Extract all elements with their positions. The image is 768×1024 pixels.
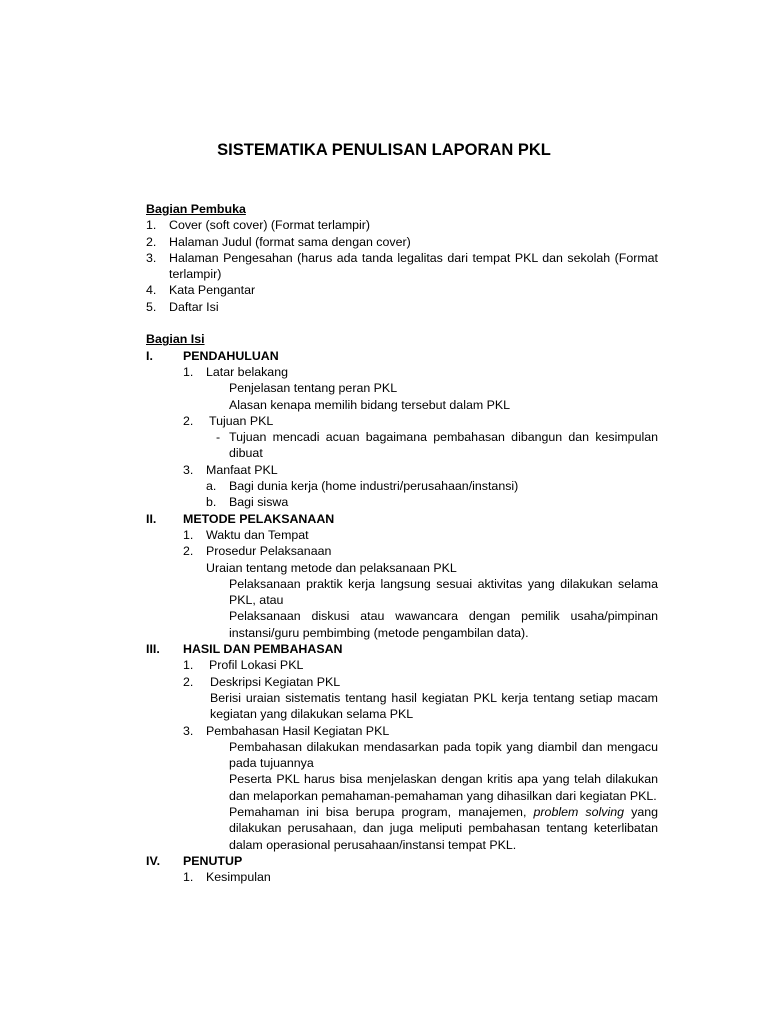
dash-item xyxy=(146,429,658,462)
paragraph-text: Pemahaman ini bisa berupa program, manajemen, xyxy=(229,804,534,819)
paragraph: Peserta PKL harus bisa menjelaskan dengan kritis apa yang telah dilakukan dan melaporkan pemahaman-pemahaman yang dihasilkan dari kegiatan PKL. xyxy=(229,772,658,803)
list-text: Pembahasan Hasil Kegiatan PKL xyxy=(206,723,390,738)
list-text: Waktu dan Tempat xyxy=(206,527,309,542)
list-number: 3. xyxy=(183,723,194,738)
roman-numeral: II. xyxy=(146,511,157,526)
section-heading-pembuka: Bagian Pembuka xyxy=(146,202,246,216)
chapter-title: PENUTUP xyxy=(183,853,243,868)
list-item xyxy=(146,657,658,673)
list-number: 3. xyxy=(183,462,194,477)
list-item xyxy=(146,234,658,250)
list-item xyxy=(146,723,658,739)
list-text: Kata Pengantar xyxy=(169,283,256,298)
list-text: Profil Lokasi PKL xyxy=(209,658,304,673)
chapter-heading-metode xyxy=(146,511,658,527)
list-text: Halaman Judul (format sama dengan cover) xyxy=(169,234,411,249)
list-item xyxy=(146,462,658,478)
paragraph: Berisi uraian sistematis tentang hasil kegiatan PKL kerja tentang setiap macam kegiatan yang dilakukan selama PKL xyxy=(210,690,658,722)
list-item xyxy=(146,217,658,233)
chapter-title: HASIL DAN PEMBAHASAN xyxy=(183,642,343,657)
list-number: 2. xyxy=(146,234,157,249)
paragraph-emphasis: problem solving xyxy=(533,804,624,819)
paragraph-text: yang dilakukan perusahaan, dan juga meliputi pembahasan tentang keterlibatan dalam operasional perusahaan/instansi tempat PKL. xyxy=(229,804,659,852)
roman-numeral: I. xyxy=(146,348,153,363)
list-item xyxy=(146,299,658,315)
paragraph: Tujuan mencadi acuan bagaimana pembahasan dibangun dan kesimpulan dibuat xyxy=(229,430,658,461)
list-item xyxy=(146,674,658,690)
list-item xyxy=(146,478,658,494)
paragraph xyxy=(229,804,658,853)
list-number: 1. xyxy=(183,658,194,673)
list-item xyxy=(146,364,658,380)
list-number: 5. xyxy=(146,299,157,314)
list-number: 4. xyxy=(146,283,157,298)
paragraph: Pelaksanaan diskusi atau wawancara dengan pemilik usaha/pimpinan instansi/guru pembimbing (metode pengambilan data). xyxy=(229,609,658,640)
list-number: 1. xyxy=(183,364,194,379)
chapter-title: METODE PELAKSANAAN xyxy=(183,511,335,526)
list-text: Latar belakang xyxy=(206,364,288,379)
dash-bullet: - xyxy=(216,430,221,445)
list-item xyxy=(146,494,658,510)
roman-numeral: III. xyxy=(146,642,160,657)
list-text: Prosedur Pelaksanaan xyxy=(206,544,332,559)
paragraph: Pelaksanaan praktik kerja langsung sesuai aktivitas yang dilakukan selama PKL, atau xyxy=(229,576,658,608)
list-item xyxy=(146,543,658,559)
paragraph: Pembahasan dilakukan mendasarkan pada topik yang diambil dan mengacu pada tujuannya xyxy=(229,739,658,771)
list-text: Kesimpulan xyxy=(206,870,271,885)
list-letter: b. xyxy=(206,495,217,510)
paragraph: Uraian tentang metode dan pelaksanaan PKL xyxy=(206,560,457,575)
document-body xyxy=(146,201,658,885)
chapter-heading-hasil xyxy=(146,641,658,657)
list-item xyxy=(146,413,658,429)
list-text: Bagi siswa xyxy=(229,495,289,510)
chapter-heading-pendahuluan xyxy=(146,348,658,364)
paragraph: Alasan kenapa memilih bidang tersebut dalam PKL xyxy=(229,397,511,412)
list-letter: a. xyxy=(206,479,217,494)
list-number: 1. xyxy=(183,870,194,885)
list-number: 2. xyxy=(183,544,194,559)
list-item xyxy=(146,282,658,298)
list-number: 3. xyxy=(146,250,157,265)
list-number: 2. xyxy=(183,674,194,689)
list-text: Bagi dunia kerja (home industri/perusahaan/instansi) xyxy=(229,479,519,494)
list-item xyxy=(146,250,658,283)
list-text: Tujuan PKL xyxy=(209,413,274,428)
list-item xyxy=(146,527,658,543)
list-number: 1. xyxy=(183,527,194,542)
chapter-heading-penutup xyxy=(146,853,658,869)
spacer xyxy=(146,315,658,331)
list-text: Manfaat PKL xyxy=(206,462,278,477)
list-text: Daftar Isi xyxy=(169,299,219,314)
roman-numeral: IV. xyxy=(146,853,161,868)
paragraph: Penjelasan tentang peran PKL xyxy=(229,381,398,396)
chapter-title: PENDAHULUAN xyxy=(183,348,279,363)
list-text: Halaman Pengesahan (harus ada tanda legalitas dari tempat PKL dan sekolah (Format terlampir) xyxy=(169,250,658,282)
list-number: 2. xyxy=(183,413,194,428)
list-text: Cover (soft cover) (Format terlampir) xyxy=(169,218,371,233)
list-item xyxy=(146,869,658,885)
section-heading-isi: Bagian Isi xyxy=(146,332,205,347)
document-title: SISTEMATIKA PENULISAN LAPORAN PKL xyxy=(217,141,551,159)
list-number: 1. xyxy=(146,218,157,233)
list-text: Deskripsi Kegiatan PKL xyxy=(210,674,341,689)
